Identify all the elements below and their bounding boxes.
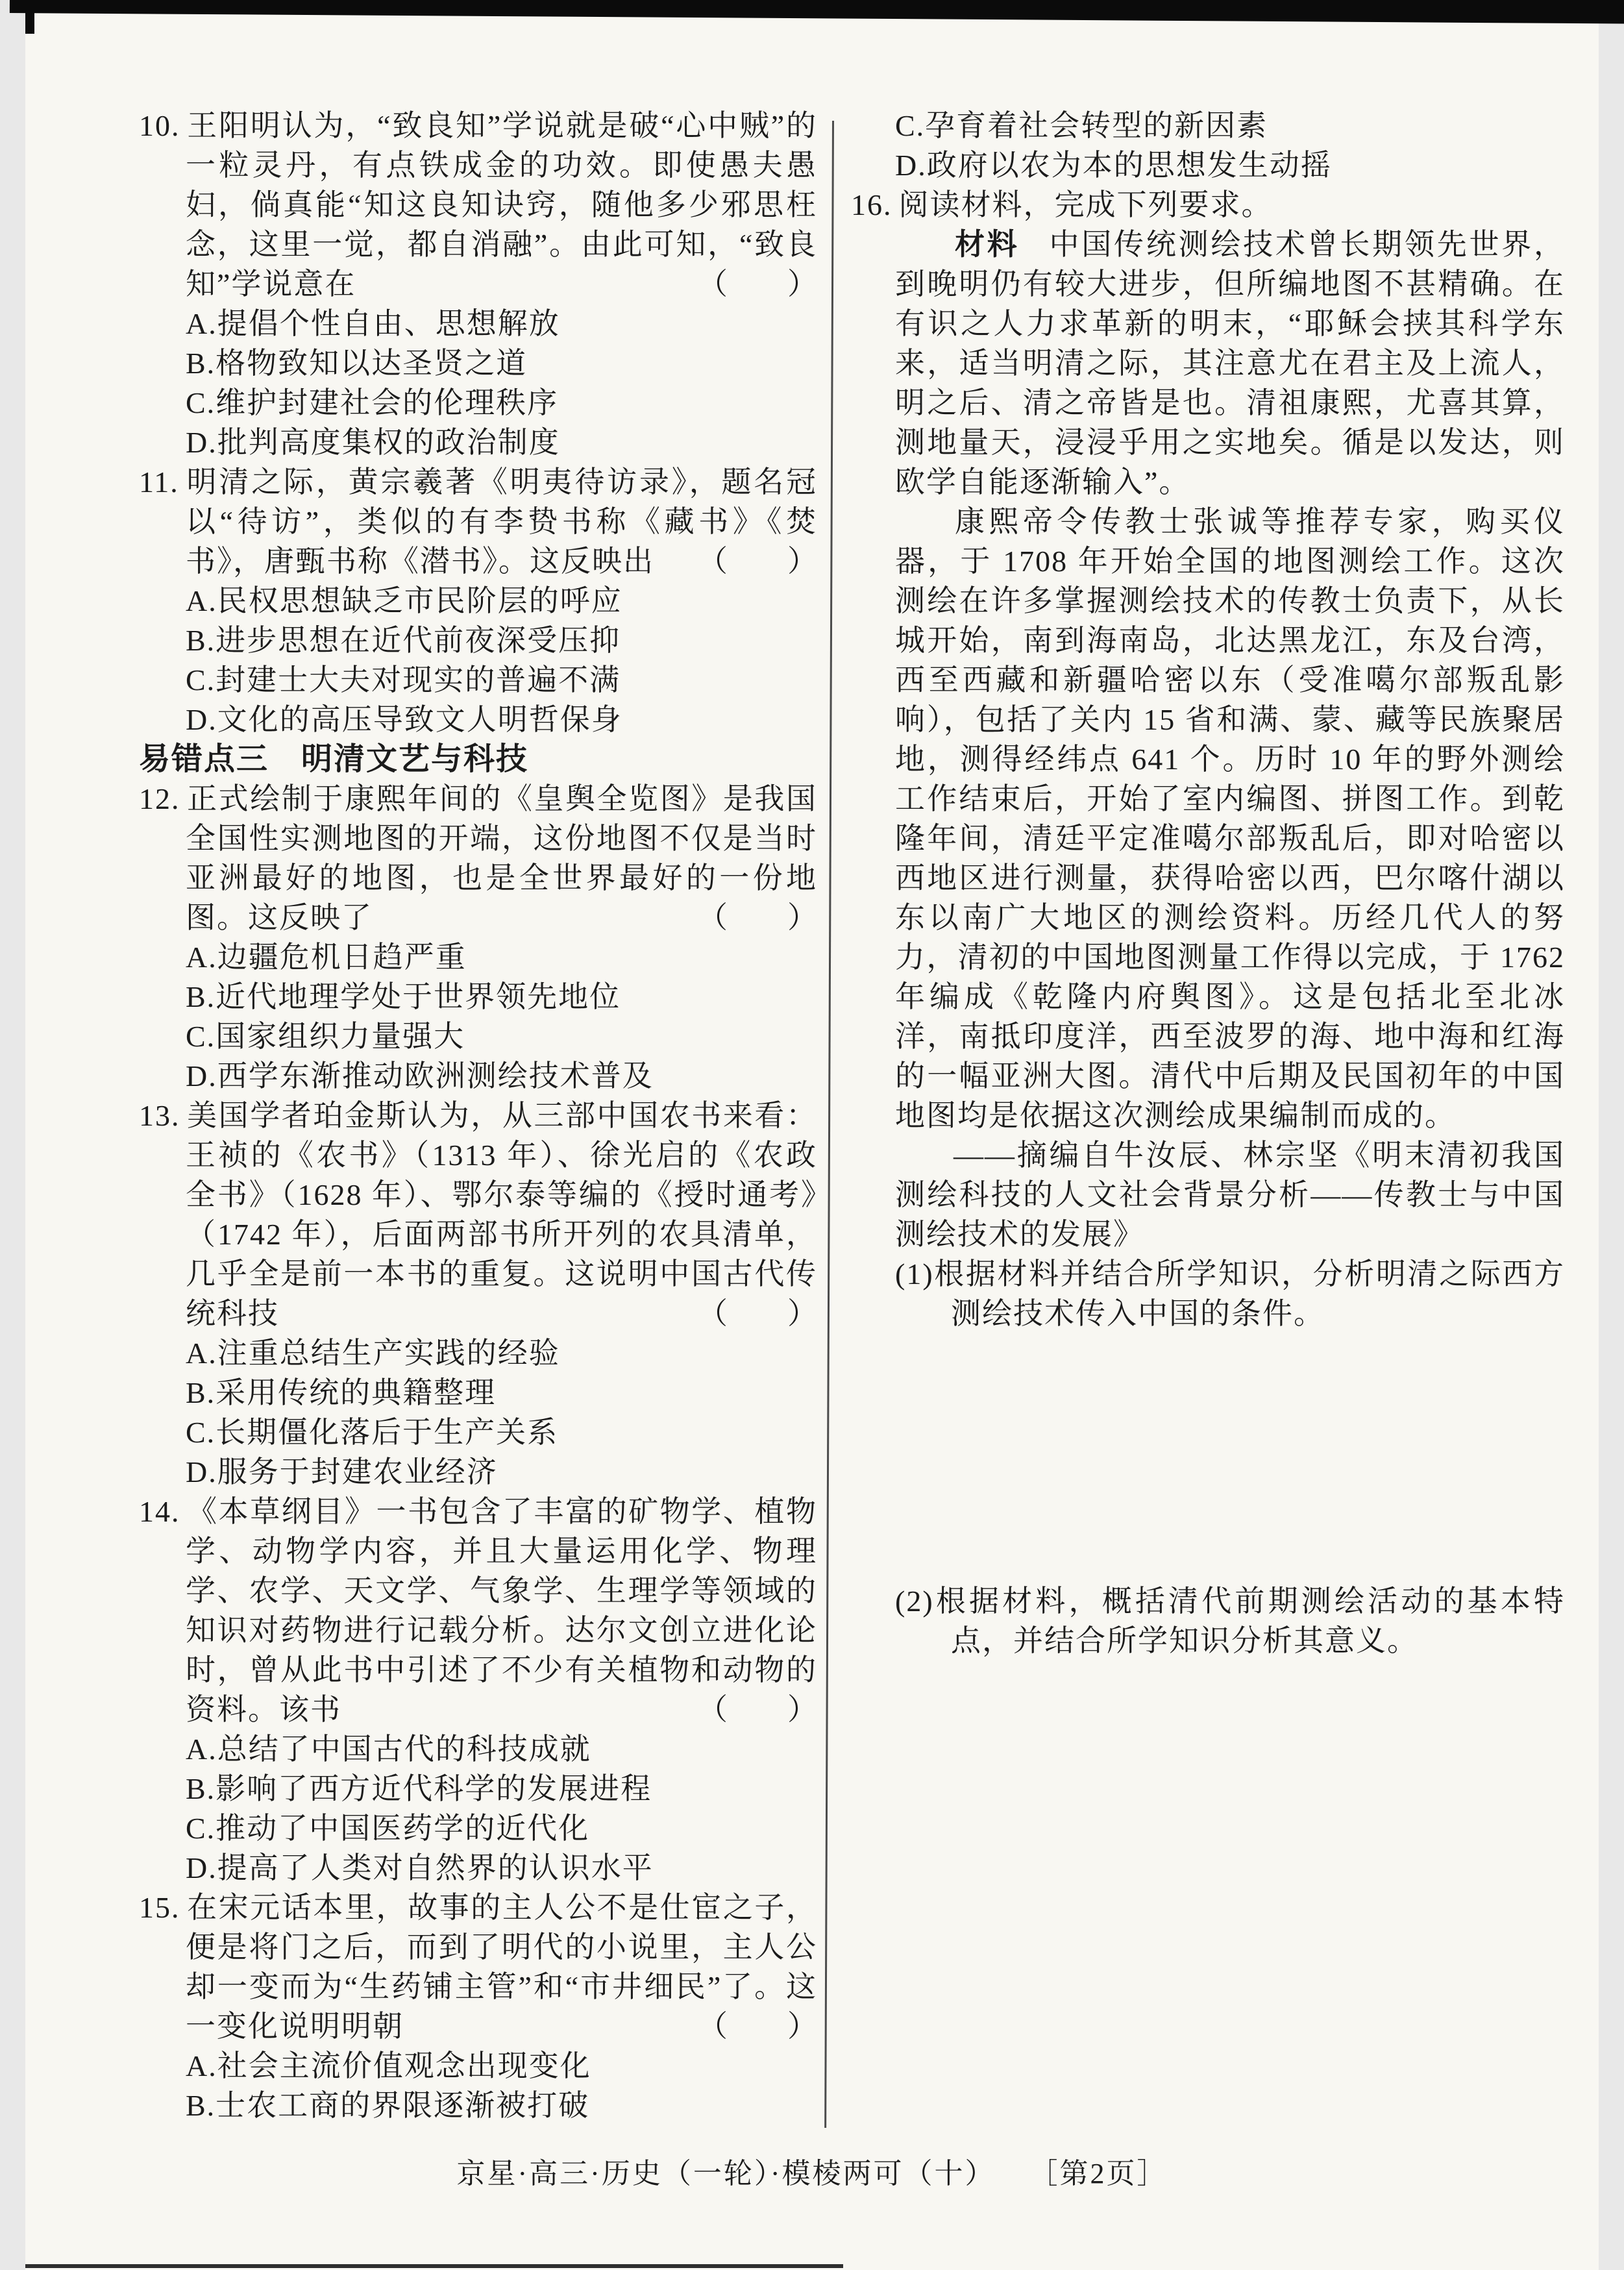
question-12-option-b: B.近代地理学处于世界领先地位 xyxy=(186,980,621,1013)
question-15-number: 15. xyxy=(139,1891,180,1924)
question-10 xyxy=(139,106,817,462)
question-11-option-d: D.文化的高压导致文人明哲保身 xyxy=(186,703,622,736)
material-paragraph-1-text: 中国传统测绘技术曾长期领先世界，到晚明仍有较大进步，但所编地图不甚精确。在有识之人力求革新的明末，“耶稣会挟其科学东来，适当明清之际，其注意尤在君主及上流人，明之后、清之帝皆是也。清祖康熙，尤喜其算，测地量天，浸浸乎用之实地矣。循是以发达，则欧学自能逐渐输入”。 xyxy=(895,228,1566,499)
question-14-option-d: D.提高了人类对自然界的认识水平 xyxy=(186,1851,654,1884)
question-15-option-c: C.孕育着社会转型的新因素 xyxy=(895,109,1268,142)
answer-bracket: （ ） xyxy=(698,901,817,934)
answer-bracket: （ ） xyxy=(698,267,817,301)
material-paragraph-1 xyxy=(895,225,1565,502)
question-12-option-d: D.西学东渐推动欧洲测绘技术普及 xyxy=(186,1059,654,1092)
material-label: 材料 xyxy=(955,228,1020,261)
question-16-number: 16. xyxy=(851,188,892,221)
question-15-option-a: A.社会主流价值观念出现变化 xyxy=(186,2049,591,2082)
question-10-text: 王阳明认为，“致良知”学说就是破“心中贼”的一粒灵丹，有点铁成金的功效。即使愚夫愚妇，倘真能“知这良知诀窍，随他多少邪思枉念，这里一觉，都自消融”。由此可知，“致良知”学说意在 xyxy=(186,109,817,301)
scan-edge-top xyxy=(10,0,1624,24)
question-15-text: 在宋元话本里，故事的主人公不是仕宦之子，便是将门之后，而到了明代的小说里，主人公却一变而为“生药铺主管”和“市井细民”了。这一变化说明明朝 xyxy=(186,1891,817,2043)
question-16-intro xyxy=(851,185,1565,225)
question-10-option-c: C.维护封建社会的伦理秩序 xyxy=(186,386,559,419)
sub-question-2: (2)根据材料，概括清代前期测绘活动的基本特点，并结合所学知识分析其意义。 xyxy=(895,1585,1565,1657)
question-11-option-a: A.民权思想缺乏市民阶层的呼应 xyxy=(186,584,622,617)
footer-page-number: ［第2页］ xyxy=(1043,2158,1168,2190)
exam-page xyxy=(25,0,1599,2270)
scan-edge-corner xyxy=(25,0,34,34)
question-13-option-b: B.采用传统的典籍整理 xyxy=(186,1376,497,1409)
section-heading: 易错点三 明清文艺与科技 xyxy=(139,742,529,776)
question-10-option-d: D.批判高度集权的政治制度 xyxy=(186,426,560,459)
question-11-number: 11. xyxy=(139,465,179,499)
material-source: ——摘编自牛汝辰、林宗坚《明末清初我国测绘科技的人文社会背景分析——传教士与中国测绘技术的发展》 xyxy=(895,1139,1565,1251)
question-16-intro-text: 阅读材料，完成下列要求。 xyxy=(898,188,1273,221)
question-14-number: 14. xyxy=(139,1495,180,1528)
question-13-stem xyxy=(139,1096,817,1333)
question-11-stem xyxy=(139,462,817,581)
sub-question-1: (1)根据材料并结合所学知识，分析明清之际西方测绘技术传入中国的条件。 xyxy=(895,1257,1565,1330)
question-12-text: 正式绘制于康熙年间的《皇舆全览图》是我国全国性实测地图的开端，这份地图不仅是当时亚洲最好的地图，也是全世界最好的一份地图。这反映了 xyxy=(186,782,817,934)
question-13-option-c: C.长期僵化落后于生产关系 xyxy=(186,1416,559,1449)
question-11-option-b: B.进步思想在近代前夜深受压抑 xyxy=(186,624,621,657)
answer-bracket: （ ） xyxy=(698,545,817,578)
question-15 xyxy=(139,1888,817,2125)
column-divider xyxy=(824,121,834,2128)
question-14-option-c: C.推动了中国医药学的近代化 xyxy=(186,1812,590,1845)
left-column xyxy=(139,106,817,2177)
question-15-stem xyxy=(139,1888,817,2046)
question-14-text: 《本草纲目》一书包含了丰富的矿物学、植物学、动物学内容，并且大量运用化学、物理学、农学、天文学、气象学、生理学等领域的知识对药物进行记载分析。达尔文创立进化论时，曾从此书中引述了不少有关植物和动物的资料。该书 xyxy=(186,1495,817,1726)
question-12-option-a: A.边疆危机日趋严重 xyxy=(186,941,467,974)
question-10-option-a: A.提倡个性自由、思想解放 xyxy=(186,307,560,340)
page-footer xyxy=(25,2150,1599,2191)
question-11-text: 明清之际，黄宗羲著《明夷待访录》，题名冠以“待访”，类似的有李贽书称《藏书》《焚书》，唐甄书称《潜书》。这反映出 xyxy=(185,465,817,578)
scan-edge-bottom xyxy=(25,2264,843,2268)
question-13-option-d: D.服务于封建农业经济 xyxy=(186,1455,498,1488)
question-12-number: 12. xyxy=(139,782,180,815)
question-13 xyxy=(139,1096,817,1492)
question-11 xyxy=(139,462,817,739)
question-15-option-b: B.士农工商的界限逐渐被打破 xyxy=(186,2089,590,2122)
question-12-option-c: C.国家组织力量强大 xyxy=(186,1020,465,1053)
question-12-stem xyxy=(139,779,817,937)
footer-title: 京星·高三·历史（一轮）·模棱两可（十） xyxy=(456,2158,996,2190)
question-14-option-a: A.总结了中国古代的科技成就 xyxy=(186,1733,591,1766)
question-10-stem xyxy=(139,106,817,304)
question-12 xyxy=(139,779,817,1096)
question-13-number: 13. xyxy=(139,1099,180,1132)
question-14 xyxy=(139,1492,817,1888)
question-10-option-b: B.格物致知以达圣贤之道 xyxy=(186,347,528,380)
answer-bracket: （ ） xyxy=(698,1693,817,1726)
question-11-option-c: C.封建士大夫对现实的普遍不满 xyxy=(186,663,621,697)
question-13-option-a: A.注重总结生产实践的经验 xyxy=(186,1337,560,1370)
right-column xyxy=(851,106,1566,2177)
question-15-option-d: D.政府以农为本的思想发生动摇 xyxy=(895,149,1332,182)
question-13-text: 美国学者珀金斯认为，从三部中国农书来看：王祯的《农书》（1313 年）、徐光启的《农政全书》（1628 年）、鄂尔泰等编的《授时通考》（1742 年），后面两部书所开列的农具清单，几乎全是前一本书的重复。这说明中国古代传统科技 xyxy=(186,1099,817,1330)
material-paragraph-2: 康熙帝令传教士张诚等推荐专家，购买仪器，于 1708 年开始全国的地图测绘工作。这次测绘在许多掌握测绘技术的传教士负责下，从长城开始，南到海南岛，北达黑龙江，东及台湾，西至西藏和新疆哈密以东（受准噶尔部叛乱影响），包括了关内 15 省和满、蒙、藏等民族聚居地，测得经纬点 641 个。历时 10 年的野外测绘工作结束后，开始了室内编图、拼图工作。到乾隆年间，清廷平定准噶尔部叛乱后，即对哈密以西地区进行测量，获得哈密以西，巴尔喀什湖以东以南广大地区的测绘资料。历经几代人的努力，清初的中国地图测量工作得以完成，于 1762 年编成《乾隆内府舆图》。这是包括北至北冰洋，南抵印度洋，西至波罗的海、地中海和红海的一幅亚洲大图。清代中后期及民国初年的中国地图均是依据这次测绘成果编制而成的。 xyxy=(895,505,1565,1132)
answer-bracket: （ ） xyxy=(698,1297,817,1330)
question-16 xyxy=(851,185,1566,1660)
question-10-number: 10. xyxy=(139,109,180,142)
question-14-stem xyxy=(139,1492,817,1729)
answer-bracket: （ ） xyxy=(698,2010,817,2043)
question-14-option-b: B.影响了西方近代科学的发展进程 xyxy=(186,1772,652,1805)
